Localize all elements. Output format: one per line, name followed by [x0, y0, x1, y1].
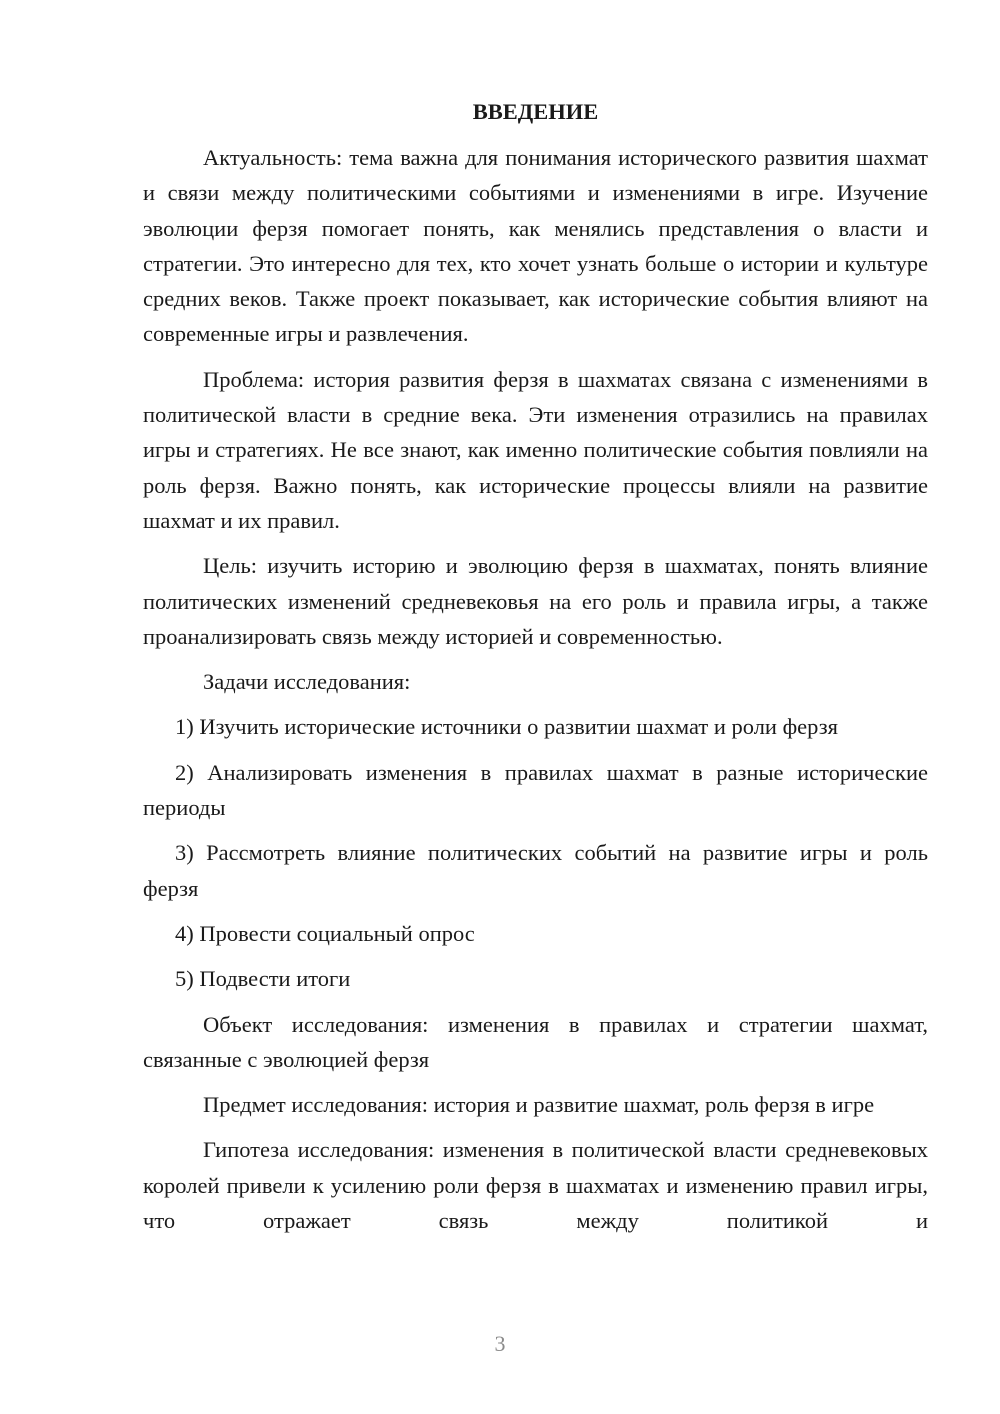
paragraph-relevance: Актуальность: тема важна для понимания исторического развития шахмат и связи между политическими событиями и изменениями в игре. Изучение эволюции ферзя помогает понять, как менялись представления о власти и стратегии. Это интересно для тех, кто хочет узнать больше о истории и культуре средних веков. Также проект показывает, как исторические события влияют на современные игры и развлечения.	[143, 145, 928, 347]
paragraph-subject: Предмет исследования: история и развитие шахмат, роль ферзя в игре	[203, 1092, 875, 1118]
task-item-1: 1) Изучить исторические источники о развитии шахмат и роли ферзя	[175, 714, 838, 740]
paragraph-goal: Цель: изучить историю и эволюцию ферзя в шахматах, понять влияние политических изменений средневековья на его роль и правила игры, а также проанализировать связь между историей и современностью.	[143, 553, 928, 649]
page-number: 3	[494, 1331, 506, 1356]
tasks-heading: Задачи исследования:	[203, 669, 411, 695]
task-item-5: 5) Подвести итоги	[175, 966, 351, 992]
paragraph-object: Объект исследования: изменения в правилах и стратегии шахмат, связанные с эволюцией ферзя	[143, 1011, 928, 1072]
paragraph-hypothesis: Гипотеза исследования: изменения в политической власти средневековых королей привели к усилению роли ферзя в шахматах и изменению правил игры, что отражает связь между политикой и	[143, 1137, 928, 1234]
page-title: ВВЕДЕНИЕ	[472, 99, 599, 124]
tasks-list	[143, 709, 928, 996]
task-item-2: 2) Анализировать изменения в правилах шахмат в разные исторические периоды	[143, 759, 928, 821]
task-item-3: 3) Рассмотреть влияние политических событий на развитие игры и роль ферзя	[143, 840, 928, 901]
task-item-4: 4) Провести социальный опрос	[175, 920, 475, 946]
paragraph-problem: Проблема: история развития ферзя в шахматах связана с изменениями в политической власти в средние века. Эти изменения отразились на правилах игры и стратегиях. Не все знают, как именно политические события повлияли на роль ферзя. Важно понять, как исторические процессы влияли на развитие шахмат и их правил.	[143, 366, 928, 533]
document-page	[143, 94, 928, 1248]
